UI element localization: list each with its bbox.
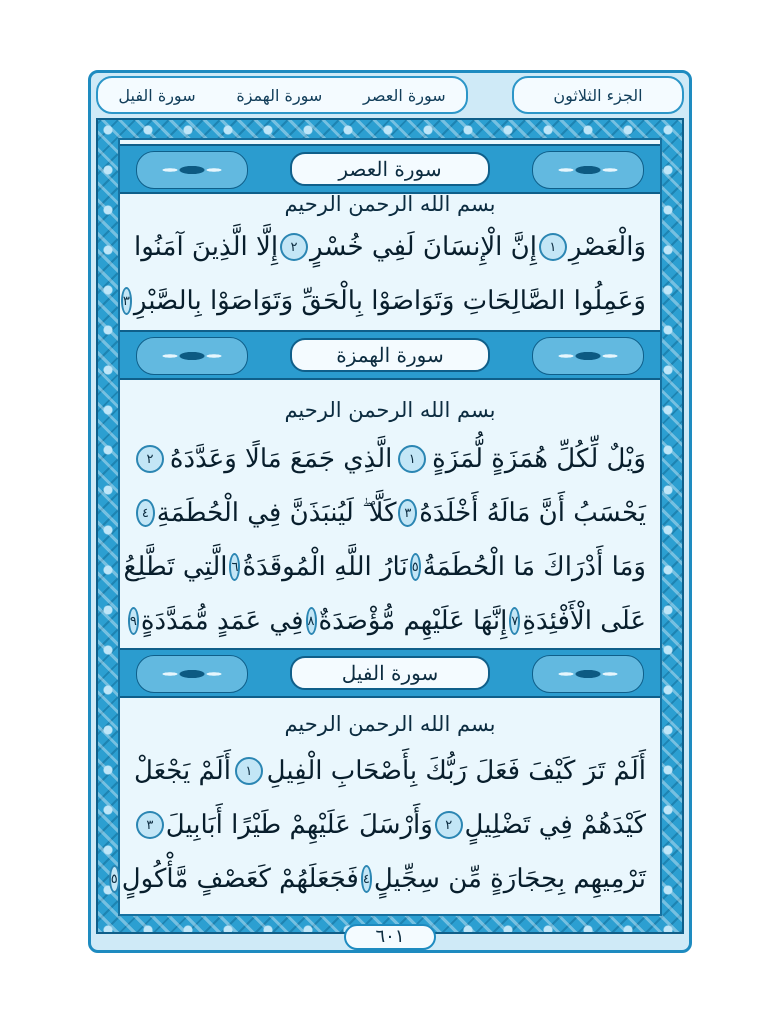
surah-banner-humazah: [120, 330, 660, 380]
ayah-number-marker: ٤: [136, 499, 155, 527]
verse-line: [134, 802, 646, 848]
verse-text: وَيْلٌ لِّكُلِّ هُمَزَةٍ لُّمَزَةٍ: [432, 444, 646, 474]
ayah-number-marker: ٢: [136, 445, 164, 473]
basmala: بسم الله الرحمن الرحيم: [284, 712, 496, 736]
verse-line: [134, 224, 646, 270]
verse-text: يَحْسَبُ أَنَّ مَالَهُ أَخْلَدَهُ: [419, 498, 646, 528]
text-area: [110, 138, 662, 916]
ayah-number-marker: ٩: [128, 607, 139, 635]
verse-text: إِنَّهَا عَلَيْهِم مُّؤْصَدَةٌ: [318, 606, 508, 636]
surah-title: سورة الهمزة: [290, 338, 490, 372]
verse-text: أَلَمْ تَرَ كَيْفَ فَعَلَ رَبُّكَ بِأَصْحَابِ الْفِيلِ: [266, 756, 646, 786]
basmala: بسم الله الرحمن الرحيم: [284, 192, 496, 216]
page-number: ٦٠١: [344, 924, 436, 950]
verse-text: إِنَّ الْإِنسَانَ لَفِي خُسْرٍ: [309, 232, 537, 262]
verse-text: وَأَرْسَلَ عَلَيْهِمْ طَيْرًا أَبَابِيلَ: [165, 810, 433, 840]
surah-title: سورة الفيل: [290, 656, 490, 690]
banner-ornament-icon: [136, 151, 248, 189]
surah-banner-asr: [120, 144, 660, 194]
verse-line: [134, 436, 646, 482]
banner-ornament-icon: [532, 151, 644, 189]
juz-label: الجزء الثلاثون: [553, 85, 643, 105]
verse-line: [129, 598, 646, 644]
page-header: [96, 72, 684, 116]
verse-line: [134, 748, 646, 794]
verse-text: الَّتِي تَطَّلِعُ: [123, 552, 228, 582]
verse-line: [110, 856, 646, 902]
verse-text: وَمَا أَدْرَاكَ مَا الْحُطَمَةُ: [422, 552, 646, 582]
ayah-number-marker: ١: [235, 757, 263, 785]
ayah-number-marker: ٥: [410, 553, 421, 581]
verse-text: أَلَمْ يَجْعَلْ: [134, 756, 231, 786]
ayah-number-marker: ٤: [361, 865, 372, 893]
banner-ornament-icon: [532, 337, 644, 375]
ayah-number-marker: ٥: [109, 865, 120, 893]
verse-line: [134, 490, 646, 536]
ayah-number-marker: ٧: [509, 607, 520, 635]
verse-text: فِي عَمَدٍ مُّمَدَّدَةٍ: [140, 606, 304, 636]
verse-text: كَلَّا ۖ لَيُنبَذَنَّ فِي الْحُطَمَةِ: [156, 497, 397, 528]
verse-text: تَرْمِيهِم بِحِجَارَةٍ مِّن سِجِّيلٍ: [373, 864, 646, 894]
surah-banner-fil: [120, 648, 660, 698]
verse-text: الَّذِي جَمَعَ مَالًا وَعَدَّدَهُ: [169, 444, 393, 474]
ayah-number-marker: ٣: [398, 499, 417, 527]
verse-text: وَالْعَصْرِ: [568, 232, 646, 262]
verse-line: [123, 544, 646, 590]
banner-ornament-icon: [136, 655, 248, 693]
surah-title: سورة العصر: [290, 152, 490, 186]
verse-text: فَجَعَلَهُمْ كَعَصْفٍ مَّأْكُولٍ: [121, 864, 359, 894]
verse-text: كَيْدَهُمْ فِي تَضْلِيلٍ: [464, 810, 646, 840]
verse-text: إِلَّا الَّذِينَ آمَنُوا: [134, 232, 279, 262]
ayah-number-marker: ٦: [229, 553, 240, 581]
verse-text: عَلَى الْأَفْئِدَةِ: [522, 606, 646, 636]
header-surah-3: سورة الفيل: [118, 85, 196, 105]
ayah-number-marker: ٣: [121, 287, 132, 315]
header-surah-1: سورة العصر: [363, 85, 446, 105]
banner-ornament-icon: [532, 655, 644, 693]
banner-ornament-icon: [136, 337, 248, 375]
verse-line: [122, 278, 646, 324]
verse-text: وَعَمِلُوا الصَّالِحَاتِ وَتَوَاصَوْا بِالْحَقِّ وَتَوَاصَوْا بِالصَّبْرِ: [133, 286, 646, 316]
verse-text: نَارُ اللَّهِ الْمُوقَدَةُ: [242, 552, 408, 582]
surah-list-header: [96, 76, 468, 114]
ayah-number-marker: ١: [398, 445, 426, 473]
ayah-number-marker: ٢: [280, 233, 308, 261]
ayah-number-marker: ١: [539, 233, 567, 261]
ayah-number-marker: ٣: [136, 811, 164, 839]
basmala: بسم الله الرحمن الرحيم: [284, 398, 496, 422]
juz-title: [512, 76, 684, 114]
header-surah-2: سورة الهمزة: [236, 85, 323, 105]
ayah-number-marker: ٢: [435, 811, 463, 839]
ayah-number-marker: ٨: [306, 607, 317, 635]
